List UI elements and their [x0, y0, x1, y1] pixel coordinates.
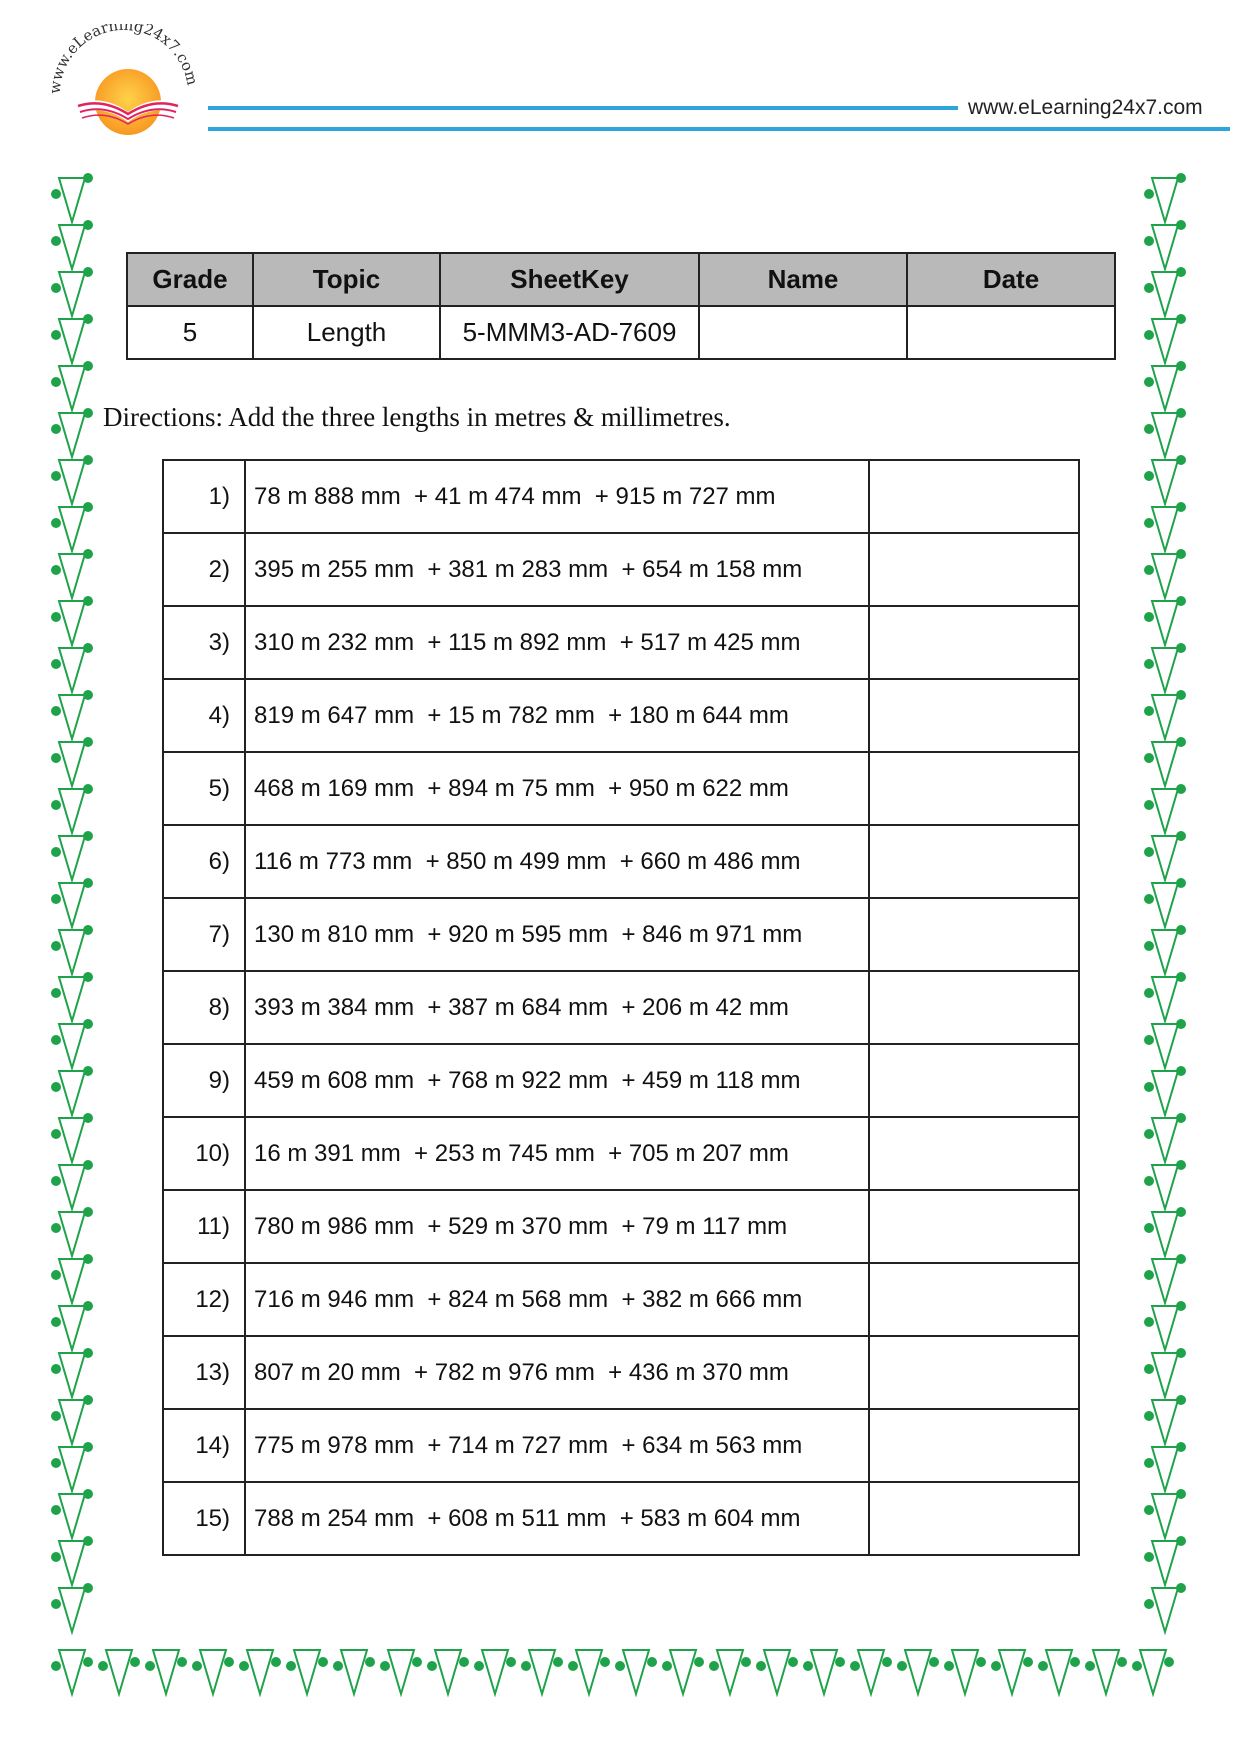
question-row: [163, 1409, 1079, 1482]
directions: Directions: Add the three lengths in metres & millimetres.: [103, 402, 731, 432]
answer-box[interactable]: [869, 825, 1079, 898]
answer-box[interactable]: [869, 898, 1079, 971]
name-header: Name: [699, 253, 907, 306]
header-rule-top: [208, 106, 958, 110]
question-number: 2): [163, 533, 245, 606]
grade-value: 5: [127, 306, 253, 359]
question-row: [163, 606, 1079, 679]
question-number: 6): [163, 825, 245, 898]
question-text: 310 m 232 mm + 115 m 892 mm + 517 m 425 mm: [245, 606, 869, 679]
answer-box[interactable]: [869, 1263, 1079, 1336]
question-number: 11): [163, 1190, 245, 1263]
question-number: 4): [163, 679, 245, 752]
question-text: 459 m 608 mm + 768 m 922 mm + 459 m 118 mm: [245, 1044, 869, 1117]
question-text: 819 m 647 mm + 15 m 782 mm + 180 m 644 mm: [245, 679, 869, 752]
question-text: 468 m 169 mm + 894 m 75 mm + 950 m 622 mm: [245, 752, 869, 825]
site-url[interactable]: www.eLearning24x7.com: [968, 96, 1203, 119]
header-rule-bottom: [208, 127, 1230, 131]
question-text: 16 m 391 mm + 253 m 745 mm + 705 m 207 mm: [245, 1117, 869, 1190]
grade-header: Grade: [127, 253, 253, 306]
question-row: [163, 752, 1079, 825]
answer-box[interactable]: [869, 971, 1079, 1044]
question-row: [163, 460, 1079, 533]
answer-box[interactable]: [869, 1482, 1079, 1555]
name-field[interactable]: [699, 306, 907, 359]
question-text: 78 m 888 mm + 41 m 474 mm + 915 m 727 mm: [245, 460, 869, 533]
question-number: 5): [163, 752, 245, 825]
question-text: 807 m 20 mm + 782 m 976 mm + 436 m 370 mm: [245, 1336, 869, 1409]
question-row: [163, 533, 1079, 606]
question-number: 3): [163, 606, 245, 679]
question-row: [163, 1117, 1079, 1190]
answer-box[interactable]: [869, 606, 1079, 679]
topic-header: Topic: [253, 253, 440, 306]
topic-value: Length: [253, 306, 440, 359]
question-row: [163, 825, 1079, 898]
question-number: 9): [163, 1044, 245, 1117]
question-number: 14): [163, 1409, 245, 1482]
question-number: 7): [163, 898, 245, 971]
question-text: 130 m 810 mm + 920 m 595 mm + 846 m 971 mm: [245, 898, 869, 971]
question-text: 788 m 254 mm + 608 m 511 mm + 583 m 604 mm: [245, 1482, 869, 1555]
question-text: 716 m 946 mm + 824 m 568 mm + 382 m 666 mm: [245, 1263, 869, 1336]
sheetkey-header: SheetKey: [440, 253, 699, 306]
site-logo: [48, 24, 208, 144]
answer-box[interactable]: [869, 1117, 1079, 1190]
question-text: 780 m 986 mm + 529 m 370 mm + 79 m 117 mm: [245, 1190, 869, 1263]
question-number: 12): [163, 1263, 245, 1336]
info-table: [126, 252, 1116, 360]
info-header-row: [127, 253, 1115, 306]
sheetkey-value: 5-MMM3-AD-7609: [440, 306, 699, 359]
question-text: 116 m 773 mm + 850 m 499 mm + 660 m 486 mm: [245, 825, 869, 898]
question-row: [163, 1044, 1079, 1117]
question-text: 393 m 384 mm + 387 m 684 mm + 206 m 42 mm: [245, 971, 869, 1044]
answer-box[interactable]: [869, 1336, 1079, 1409]
question-row: [163, 679, 1079, 752]
answer-box[interactable]: [869, 1409, 1079, 1482]
logo-text: ww.eLearning24x7.com: [48, 24, 202, 87]
question-row: [163, 971, 1079, 1044]
question-row: [163, 1336, 1079, 1409]
question-text: 775 m 978 mm + 714 m 727 mm + 634 m 563 mm: [245, 1409, 869, 1482]
question-row: [163, 1190, 1079, 1263]
answer-box[interactable]: [869, 679, 1079, 752]
question-number: 1): [163, 460, 245, 533]
answer-box[interactable]: [869, 1044, 1079, 1117]
answer-box[interactable]: [869, 460, 1079, 533]
answer-box[interactable]: [869, 752, 1079, 825]
question-number: 13): [163, 1336, 245, 1409]
question-row: [163, 1482, 1079, 1555]
date-header: Date: [907, 253, 1115, 306]
question-number: 15): [163, 1482, 245, 1555]
date-field[interactable]: [907, 306, 1115, 359]
answer-box[interactable]: [869, 533, 1079, 606]
question-text: 395 m 255 mm + 381 m 283 mm + 654 m 158 mm: [245, 533, 869, 606]
answer-box[interactable]: [869, 1190, 1079, 1263]
question-row: [163, 898, 1079, 971]
questions-table: [162, 459, 1080, 1556]
question-number: 10): [163, 1117, 245, 1190]
question-row: [163, 1263, 1079, 1336]
question-number: 8): [163, 971, 245, 1044]
info-value-row: [127, 306, 1115, 359]
